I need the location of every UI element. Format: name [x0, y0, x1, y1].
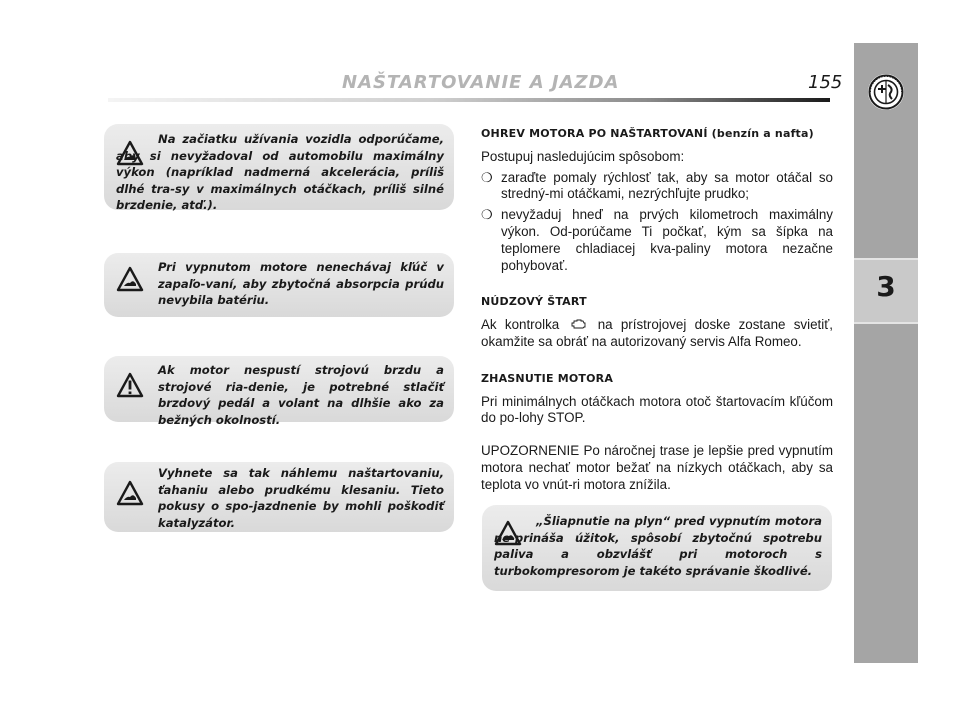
main-text-column	[481, 126, 833, 494]
shutdown-text: Pri minimálnych otáčkach motora otoč štartovacím kľúčom do po-lohy STOP.	[481, 393, 833, 426]
section-heading-emergency: NÚDZOVÝ ŠTART	[481, 295, 587, 309]
section-heading-shutdown: ZHASNUTIE MOTORA	[481, 371, 614, 385]
page-number: 155	[808, 72, 843, 93]
section-heading-warmup: OHREV MOTORA PO NAŠTARTOVANÍ (benzín a nafta)	[481, 127, 814, 140]
warning-text-1: Na začiatku užívania vozidla odporúčame, aby si nevyžadoval od automobilu maximálny výkon (napríklad nadmerná akcelerácia, príliš dlhé tra-sy v maximálnych otáčkach, príliš silné brzdenie, atď.).	[116, 132, 444, 212]
emergency-text-before: Ak kontrolka	[481, 317, 560, 333]
bullet-icon: ❍	[481, 207, 493, 223]
list-item	[481, 170, 833, 204]
chapter-sidebar	[854, 43, 918, 663]
warning-text-4: Vyhnete sa tak náhlemu naštartovaniu, ťahaniu alebo prudkému klesaniu. Tieto pokusy o spo-jazdnenie by mohli poškodiť katalyzátor.	[158, 466, 444, 530]
warmup-intro: Postupuj nasledujúcim spôsobom:	[481, 148, 685, 164]
shutdown-note: UPOZORNENIE Po náročnej trase je lepšie pred vypnutím motora nechať motor bežať na nízkych otáčkach, aby sa teplota vo vnút-ri motora znížila.	[481, 443, 833, 492]
list-item	[481, 207, 833, 274]
danger-triangle-icon	[116, 372, 144, 398]
chapter-number: 3	[876, 270, 896, 303]
emergency-text	[481, 317, 833, 351]
warning-text-3: Ak motor nespustí strojovú brzdu a strojové ria-denie, je potrebné stlačiť brzdový pedál a volant na dlhšie ako za bežných okolností.	[158, 363, 444, 427]
engine-warning-icon	[570, 318, 586, 330]
bullet-text: nevyžaduj hneď na prvých kilometroch maximálny výkon. Od-porúčame Ti počkať, kým sa šípka na teplomere chladiacej kva-paliny motora nezačne pohybovať.	[501, 207, 833, 273]
warning-triangle-icon	[116, 266, 144, 292]
warning-text-5: „Šliapnutie na plyn“ pred vypnutím motora ne-prináša úžitok, spôsobí zbytočnú spotrebu paliva a obzvlášť pri motoroch s turbokompresorom je takéto správanie škodlivé.	[494, 514, 822, 578]
bullet-icon: ❍	[481, 169, 493, 185]
header-divider	[108, 98, 830, 102]
alfa-romeo-logo-icon	[867, 73, 905, 111]
bullet-text: zaraďte pomaly rýchlosť tak, aby sa motor otáčal so stredný-mi otáčkami, nezrýchľujte prudko;	[501, 169, 833, 202]
emergency-text-after: na prístrojovej doske zostane svietiť, okamžite sa obráť na autorizovaný servis Alfa Romeo.	[481, 317, 833, 349]
page-title: NAŠTARTOVANIE A JAZDA	[342, 72, 620, 93]
warning-triangle-icon	[116, 480, 144, 506]
warning-text-2: Pri vypnutom motore nenechávaj kľúč v zapaľo-vaní, aby zbytočná absorpcia prúdu nevybila batériu.	[158, 260, 444, 307]
